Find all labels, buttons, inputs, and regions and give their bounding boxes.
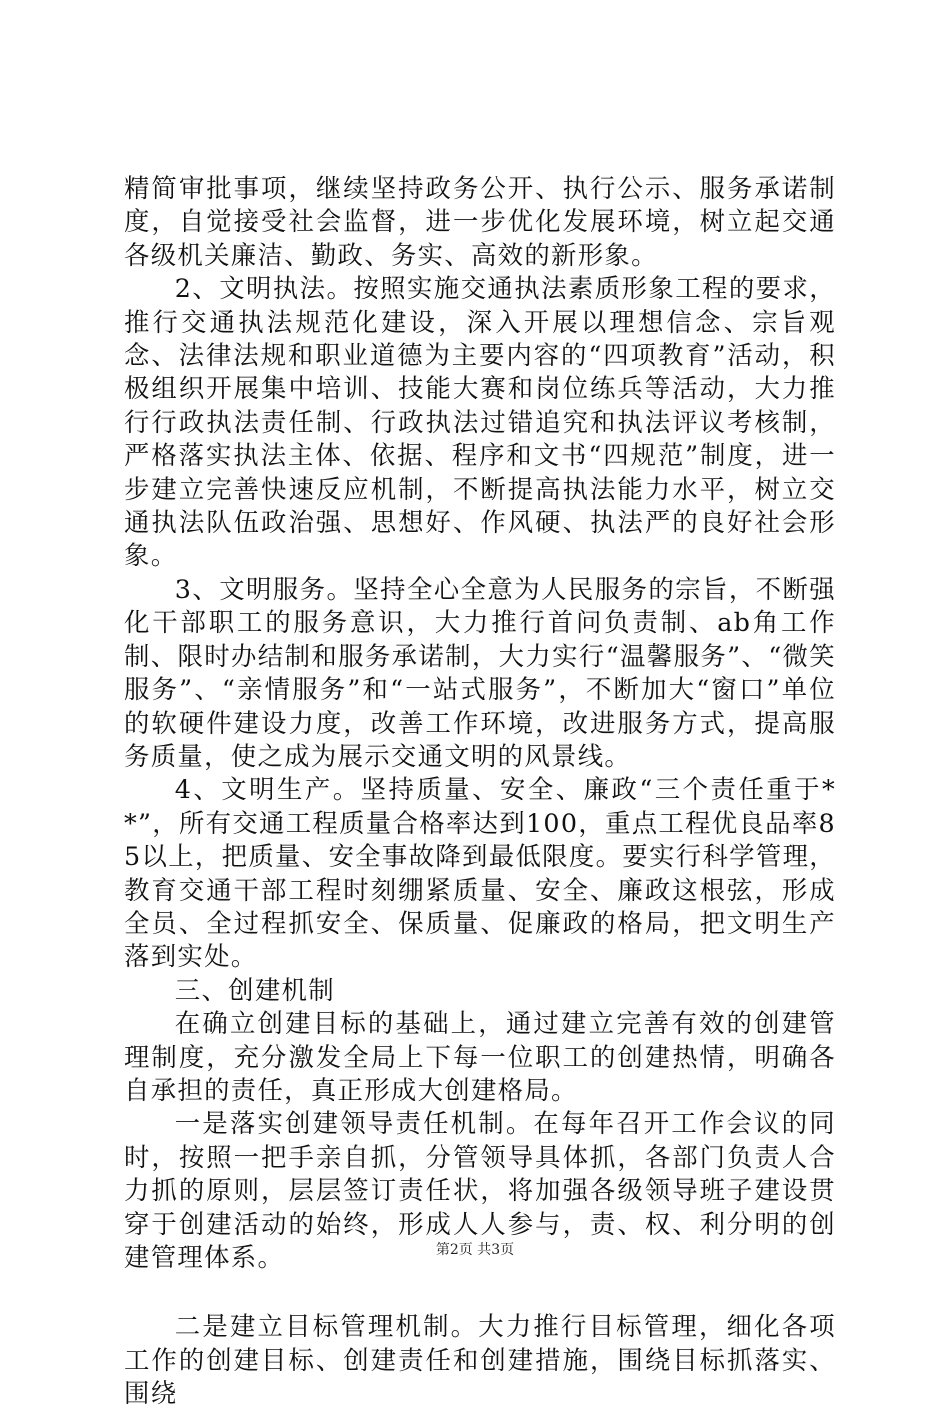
paragraph-civilized-service: 3、文明服务。坚持全心全意为人民服务的宗旨，不断强化干部职工的服务意识，大力推行首问负责制、ab角工作制、限时办结制和服务承诺制，大力实行“温馨服务”、“微笑服务”、“亲情服务”和“一站式服务”，不断加大“窗口”单位的软硬件建设力度，改善工作环境，改进服务方式，提高服务质量，使之成为展示交通文明的风景线。	[124, 573, 836, 771]
section-heading-creation-mechanism: 三、创建机制	[174, 974, 335, 1005]
paragraph-continuation: 精简审批事项，继续坚持政务公开、执行公示、服务承诺制度，自觉接受社会监督，进一步优化发展环境，树立起交通各级机关廉洁、勤政、务实、高效的新形象。	[124, 173, 836, 270]
paragraph-civilized-production: 4、文明生产。坚持质量、安全、廉政“三个责任重于**”，所有交通工程质量合格率达到100，重点工程优良品率85以上，把质量、安全事故降到最低限度。要实行科学管理，教育交通干部工程时刻绷紧质量、安全、廉政这根弦，形成全员、全过程抓安全、保质量、促廉政的格局，把文明生产落到实处。	[124, 774, 836, 972]
paragraph-civilized-law-enforcement: 2、文明执法。按照实施交通执法素质形象工程的要求，推行交通执法规范化建设，深入开展以理想信念、宗旨观念、法律法规和职业道德为主要内容的“四项教育”活动，积极组织开展集中培训、技能大赛和岗位练兵等活动，大力推行行政执法责任制、行政执法过错追究和执法评议考核制，严格落实执法主体、依据、程序和文书“四规范”制度，进一步建立完善快速反应机制，不断提高执法能力水平，树立交通执法队伍政治强、思想好、作风硬、执法严的良好社会形象。	[124, 273, 836, 571]
document-body	[124, 172, 836, 1411]
paragraph-leadership-responsibility: 一是落实创建领导责任机制。在每年召开工作会议的同时，按照一把手亲自抓，分管领导具体抓，各部门负责人合力抓的原则，层层签订责任状，将加强各级领导班子建设贯穿于创建活动的始终，形成人人参与，责、权、利分明的创建管理体系。	[124, 1108, 836, 1272]
paragraph-creation-intro: 在确立创建目标的基础上，通过建立完善有效的创建管理制度，充分激发全局上下每一位职工的创建热情，明确各自承担的责任，真正形成大创建格局。	[124, 1008, 836, 1105]
page-footer: 第2页 共3页	[435, 1242, 515, 1258]
paragraph-target-management: 二是建立目标管理机制。大力推行目标管理，细化各项工作的创建目标、创建责任和创建措施，围绕目标抓落实、围绕	[124, 1311, 836, 1409]
